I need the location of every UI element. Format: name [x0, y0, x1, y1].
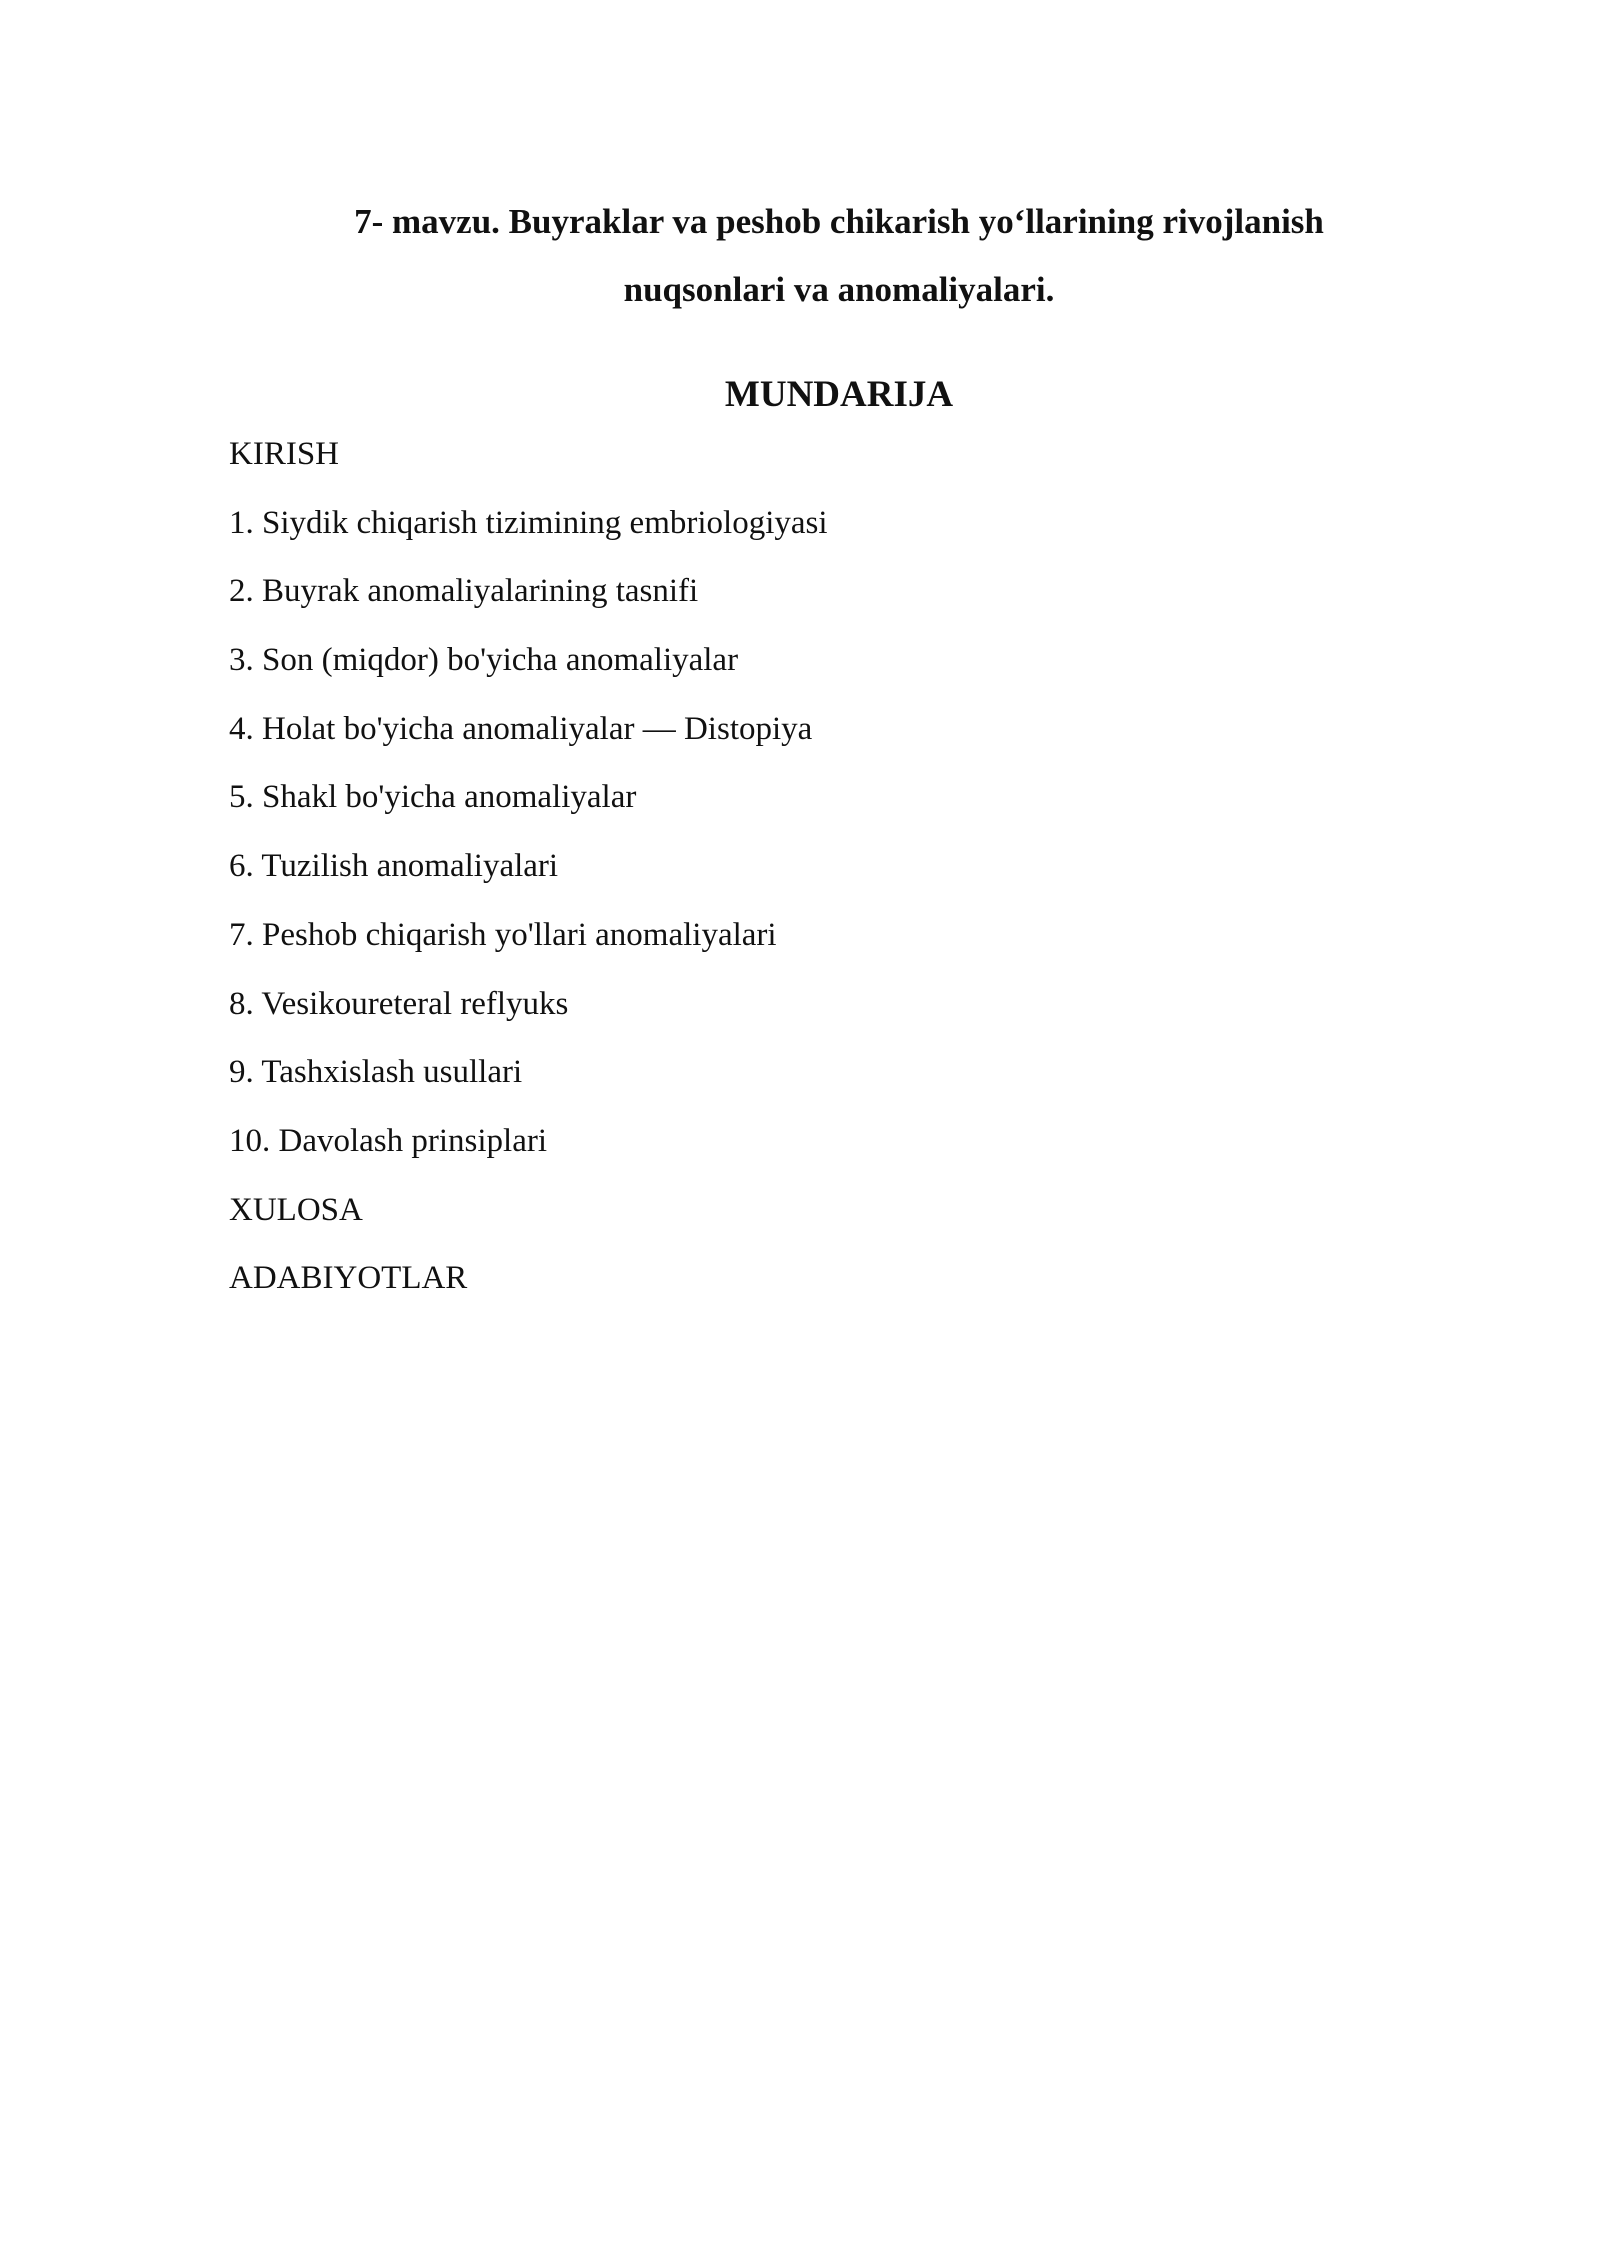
title-line-1: 7- mavzu. Buyraklar va peshob chikarish yo‘llarining rivojlanish	[354, 202, 1324, 241]
toc-item-9: 9. Tashxislash usullari	[229, 1054, 523, 1091]
toc-item-10: 10. Davolash prinsiplari	[229, 1122, 548, 1159]
toc-item-conclusion: XULOSA	[229, 1191, 363, 1228]
toc-item-references: ADABIYOTLAR	[229, 1260, 468, 1297]
toc-item-introduction: KIRISH	[229, 436, 340, 472]
toc-item-6: 6. Tuzilish anomaliyalari	[229, 848, 559, 885]
toc-item-4: 4. Holat bo'yicha anomaliyalar — Distopiya	[229, 710, 813, 747]
toc-heading: MUNDARIJA	[724, 374, 954, 415]
document-title	[0, 188, 1600, 324]
toc-item-3: 3. Son (miqdor) bo'yicha anomaliyalar	[229, 642, 739, 679]
table-of-contents	[229, 420, 828, 1313]
title-line-2: nuqsonlari va anomaliyalari.	[623, 270, 1055, 309]
toc-item-2: 2. Buyrak anomaliyalarining tasnifi	[229, 573, 699, 610]
toc-item-1: 1. Siydik chiqarish tizimining embriologiyasi	[229, 504, 828, 541]
toc-item-5: 5. Shakl bo'yicha anomaliyalar	[229, 779, 637, 816]
toc-item-8: 8. Vesikoureteral reflyuks	[229, 985, 569, 1022]
toc-item-7: 7. Peshob chiqarish yo'llari anomaliyalari	[229, 916, 777, 953]
